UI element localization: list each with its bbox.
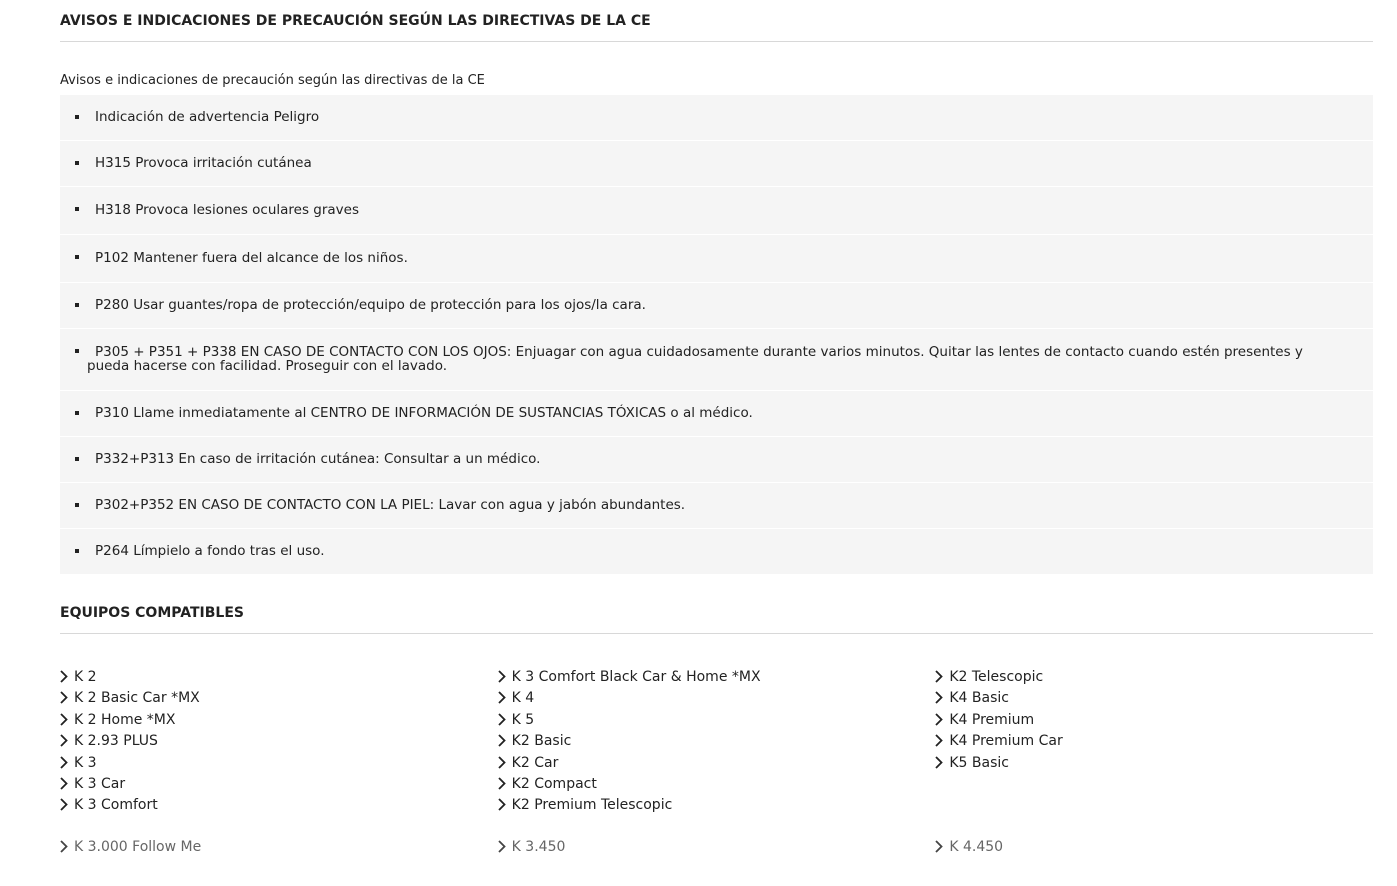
equipment-link-label: K2 Car	[511, 754, 559, 771]
hazard-text: P302+P352 EN CASO DE CONTACTO CON LA PIEL: Lavar con agua y jabón abundantes.	[95, 497, 686, 513]
equipment-link-label: K4 Premium Car	[949, 733, 1063, 750]
equipment-link[interactable]	[60, 667, 498, 688]
equipment-link-more[interactable]	[935, 837, 1373, 858]
equipment-link-label: K 3.000 Follow Me	[74, 838, 202, 855]
square-bullet-icon	[75, 255, 79, 259]
hazard-list	[60, 95, 1373, 575]
equipment-grid	[60, 667, 1373, 817]
equipment-link-label: K 3.450	[511, 838, 566, 855]
equipment-link[interactable]	[935, 710, 1373, 731]
equipment-link-label: K 4.450	[949, 838, 1004, 855]
equipment-link-label: K 2 Basic Car *MX	[74, 690, 200, 707]
equipment-link-label: K2 Telescopic	[949, 669, 1044, 685]
equipment-link-label: K 2	[74, 669, 97, 685]
chevron-right-icon	[58, 774, 70, 795]
equipment-link-more[interactable]	[60, 837, 498, 858]
equipment-link-label: K2 Premium Telescopic	[511, 797, 673, 814]
chevron-right-icon	[58, 731, 70, 752]
equipment-link[interactable]	[498, 774, 936, 795]
hazard-item	[60, 329, 1373, 391]
hazard-item	[60, 187, 1373, 235]
chevron-right-icon	[496, 837, 508, 858]
equipment-link-label: K 2.93 PLUS	[74, 733, 158, 750]
chevron-right-icon	[496, 774, 508, 795]
equipment-link-label: K 3 Car	[74, 775, 126, 792]
equipment-link-label: K 2 Home *MX	[74, 711, 176, 728]
warnings-intro: Avisos e indicaciones de precaución según las directivas de la CE	[60, 73, 485, 88]
equipment-link-more[interactable]	[498, 837, 936, 858]
chevron-right-icon	[496, 710, 508, 731]
equipment-link-label: K 4	[511, 690, 535, 707]
equipment-link[interactable]	[935, 688, 1373, 709]
equipment-link[interactable]	[498, 731, 936, 752]
chevron-right-icon	[58, 710, 70, 731]
chevron-right-icon	[58, 688, 70, 709]
square-bullet-icon	[75, 349, 79, 353]
hazard-item	[60, 437, 1373, 483]
hazard-item	[60, 483, 1373, 529]
equipment-link[interactable]	[935, 753, 1373, 774]
hazard-text: P102 Mantener fuera del alcance de los niños.	[95, 250, 408, 266]
hazard-text: Indicación de advertencia Peligro	[95, 109, 320, 125]
equipment-link[interactable]	[60, 795, 498, 816]
equipment-link[interactable]	[935, 667, 1373, 688]
square-bullet-icon	[75, 549, 79, 553]
equipment-column	[935, 667, 1373, 817]
equipment-link-label: K4 Basic	[949, 690, 1009, 707]
chevron-right-icon	[933, 667, 945, 688]
chevron-right-icon	[58, 795, 70, 816]
equipment-link[interactable]	[935, 731, 1373, 752]
chevron-right-icon	[58, 667, 70, 688]
hazard-text: P305 + P351 + P338 EN CASO DE CONTACTO CON LOS OJOS: Enjuagar con agua cuidadosamente durante varios minutos. Quitar las lentes de contacto cuando estén presentes y pueda hacerse con facilidad. Proseguir con el lavado.	[87, 344, 1303, 374]
equipment-link-label: K 3 Comfort Black Car & Home *MX	[511, 669, 761, 685]
warnings-section-title: AVISOS E INDICACIONES DE PRECAUCIÓN SEGÚN LAS DIRECTIVAS DE LA CE	[60, 0, 1373, 42]
equipment-link[interactable]	[498, 795, 936, 816]
square-bullet-icon	[75, 161, 79, 165]
chevron-right-icon	[933, 837, 945, 858]
hazard-text: P280 Usar guantes/ropa de protección/equipo de protección para los ojos/la cara.	[95, 297, 646, 313]
chevron-right-icon	[933, 688, 945, 709]
hazard-text: H318 Provoca lesiones oculares graves	[95, 202, 360, 218]
chevron-right-icon	[496, 795, 508, 816]
chevron-right-icon	[58, 753, 70, 774]
chevron-right-icon	[496, 731, 508, 752]
chevron-right-icon	[496, 667, 508, 688]
hazard-item	[60, 529, 1373, 575]
square-bullet-icon	[75, 411, 79, 415]
equipment-link[interactable]	[498, 667, 936, 688]
equipment-link-label: K2 Basic	[511, 733, 572, 750]
hazard-item	[60, 391, 1373, 437]
hazard-text: P332+P313 En caso de irritación cutánea: Consultar a un médico.	[95, 451, 541, 467]
equipment-link-label: K 3	[74, 754, 97, 771]
chevron-right-icon	[933, 753, 945, 774]
equipment-link[interactable]	[498, 753, 936, 774]
square-bullet-icon	[75, 503, 79, 507]
chevron-right-icon	[58, 837, 70, 858]
page	[60, 0, 1373, 858]
equipment-link-label: K2 Compact	[511, 775, 597, 792]
hazard-text: P264 Límpielo a fondo tras el uso.	[95, 543, 325, 559]
equipment-column	[498, 667, 936, 817]
equipment-link[interactable]	[60, 688, 498, 709]
square-bullet-icon	[75, 457, 79, 461]
hazard-item	[60, 283, 1373, 329]
hazard-item	[60, 141, 1373, 187]
equipment-link-label: K4 Premium	[949, 711, 1035, 728]
hazard-text: P310 Llame inmediatamente al CENTRO DE INFORMACIÓN DE SUSTANCIAS TÓXICAS o al médico.	[95, 405, 753, 421]
chevron-right-icon	[933, 710, 945, 731]
equipment-column	[60, 667, 498, 817]
hazard-text: H315 Provoca irritación cutánea	[95, 155, 312, 171]
equipment-link-label: K5 Basic	[949, 754, 1009, 771]
equipment-link[interactable]	[60, 710, 498, 731]
chevron-right-icon	[496, 688, 508, 709]
square-bullet-icon	[75, 303, 79, 307]
chevron-right-icon	[933, 731, 945, 752]
hazard-item	[60, 95, 1373, 141]
equipment-link[interactable]	[498, 710, 936, 731]
chevron-right-icon	[496, 753, 508, 774]
equipment-link[interactable]	[60, 753, 498, 774]
equipment-section-title: EQUIPOS COMPATIBLES	[60, 605, 1373, 634]
square-bullet-icon	[75, 207, 79, 211]
equipment-link-label: K 5	[511, 711, 535, 728]
equipment-more-row	[60, 837, 1373, 858]
equipment-link[interactable]	[60, 774, 498, 795]
equipment-link-label: K 3 Comfort	[74, 797, 158, 814]
hazard-item	[60, 235, 1373, 283]
equipment-link[interactable]	[60, 731, 498, 752]
equipment-link[interactable]	[498, 688, 936, 709]
square-bullet-icon	[75, 115, 79, 119]
